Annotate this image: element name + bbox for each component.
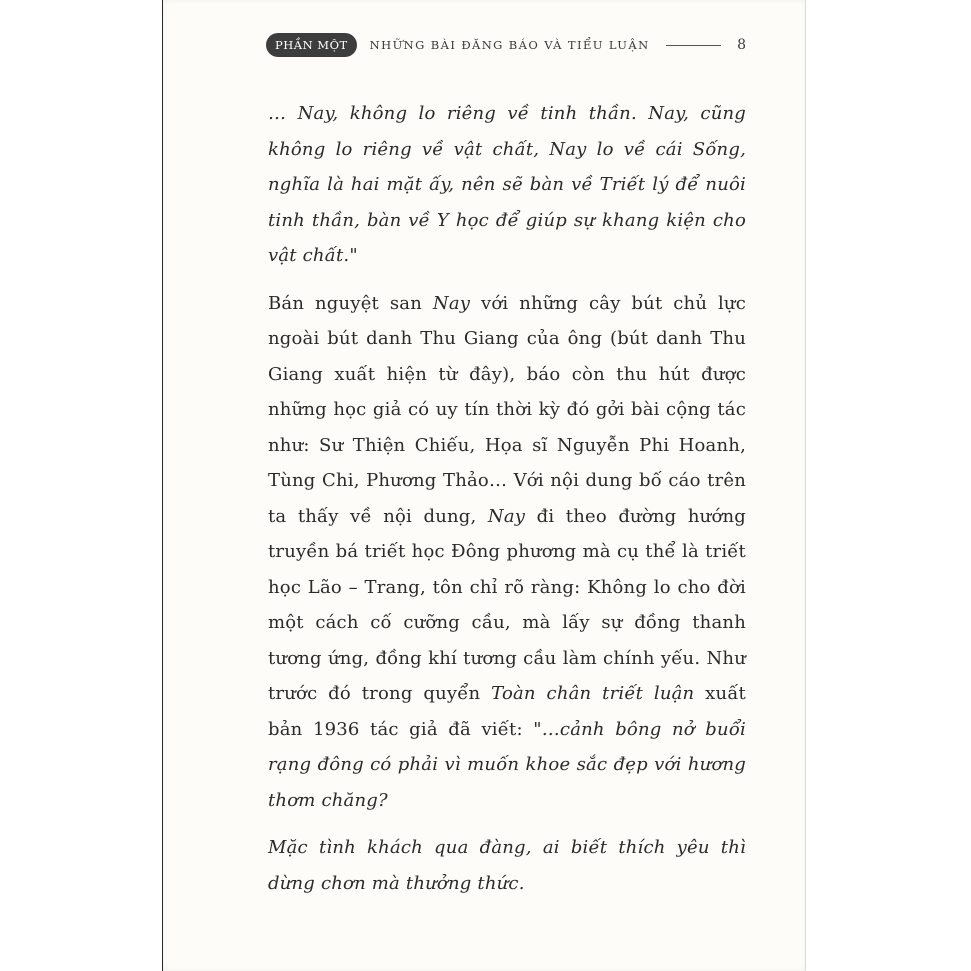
- section-title: NHỮNG BÀI ĐĂNG BÁO VÀ TIỂU LUẬN: [369, 38, 650, 52]
- paragraph-quote-2: Mặc tình khách qua đàng, ai biết thích yêu thì dừng chơn mà thưởng thức.: [268, 837, 746, 894]
- paragraph-2: Bán nguyệt san Nay với những cây bút chủ lực ngoài bút danh Thu Giang của ông (bút danh Thu Giang xuất hiện từ đây), báo còn thu hút được những học giả có uy tín thời kỳ đó gởi bài cộng tác như: Sư Thiện Chiếu, Họa sĩ Nguyễn Phi Hoanh, Tùng Chi, Phương Thảo… Với nội dung bố cáo trên ta thấy về nội dung, Nay đi theo đường hướng truyền bá triết học Đông phương mà cụ thể là triết học Lão – Trang, tôn chỉ rõ ràng: Không lo cho đời một cách cố cưỡng cầu, mà lấy sự đồng thanh tương ứng, đồng khí tương cầu làm chính yếu. Như trước đó trong quyển Toàn chân triết luận xuất bản 1936 tác giả đã viết: "…cảnh bông nở buổi rạng đông có phải vì muốn khoe sắc đẹp với hương thơm chăng?: [268, 292, 747, 811]
- page-edge: [805, 0, 806, 971]
- page-number: 8: [737, 37, 746, 53]
- body-text: [268, 96, 746, 901]
- running-header: [266, 32, 746, 58]
- part-badge: PHẦN MỘT: [266, 33, 357, 57]
- paragraph-quote-1: … Nay, không lo riêng về tinh thần. Nay, cũng không lo riêng về vật chất, Nay lo về cái Sống, nghĩa là hai mặt ấy, nên sẽ bàn về Triết lý để nuôi tinh thần, bàn về Y học để giúp sự khang kiện cho vật chất.": [268, 103, 746, 266]
- header-rule: [666, 45, 722, 46]
